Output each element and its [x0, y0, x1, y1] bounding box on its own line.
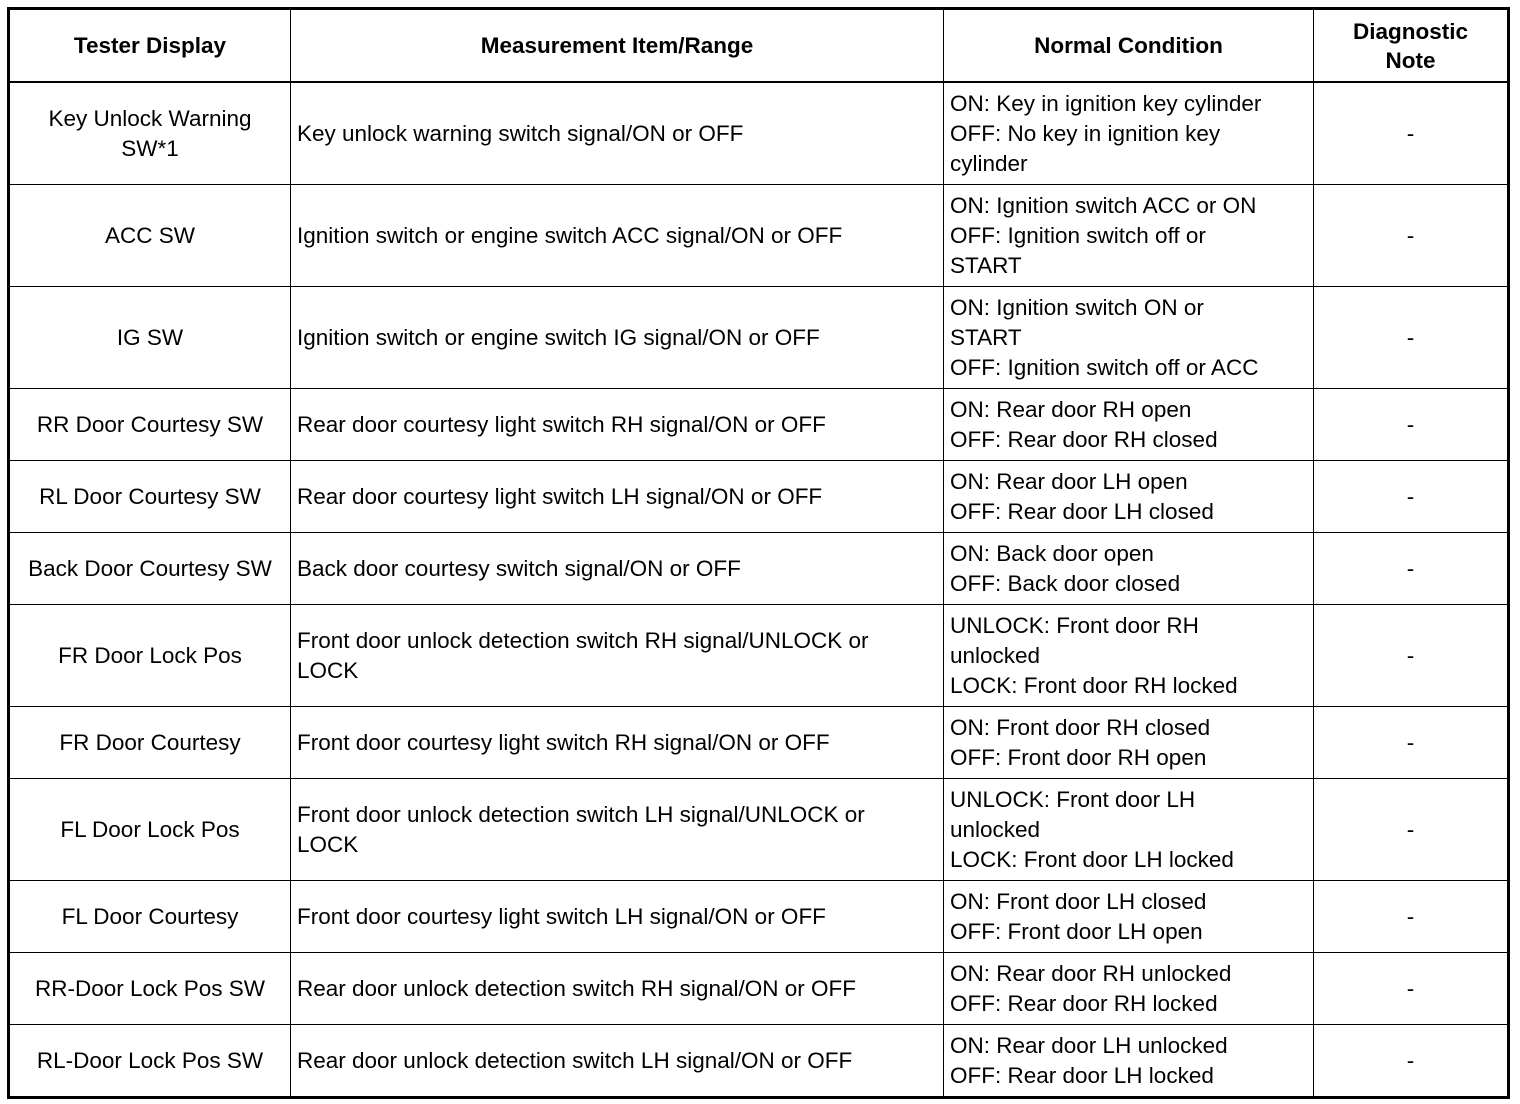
table-row — [9, 287, 1509, 389]
cell-tester-display — [9, 779, 291, 881]
measurement-line: Ignition switch or engine switch ACC signal/ON or OFF — [297, 222, 843, 248]
cell-normal-condition — [944, 953, 1314, 1025]
normal-condition-line: OFF: Ignition switch off or ACC — [950, 354, 1259, 380]
normal-condition-line: START — [950, 252, 1022, 278]
cell-measurement-item — [291, 1025, 944, 1098]
cell-tester-display — [9, 185, 291, 287]
measurement-line: Front door unlock detection switch RH signal/UNLOCK or — [297, 627, 869, 653]
cell-diagnostic-note: - — [1314, 287, 1509, 389]
cell-normal-condition — [944, 389, 1314, 461]
tester-display-line: Back Door Courtesy SW — [28, 555, 272, 581]
cell-tester-display — [9, 1025, 291, 1098]
table-row — [9, 185, 1509, 287]
normal-condition-line: ON: Rear door LH unlocked — [950, 1032, 1228, 1058]
cell-tester-display — [9, 605, 291, 707]
cell-measurement-item — [291, 185, 944, 287]
measurement-line: Rear door unlock detection switch RH signal/ON or OFF — [297, 975, 856, 1001]
cell-diagnostic-note: - — [1314, 461, 1509, 533]
normal-condition-line: OFF: Front door LH open — [950, 918, 1203, 944]
tester-display-line: FL Door Courtesy — [61, 903, 239, 929]
cell-tester-display — [9, 287, 291, 389]
cell-diagnostic-note: - — [1314, 389, 1509, 461]
header-normal-condition: Normal Condition — [944, 9, 1314, 83]
tester-display-line: FR Door Courtesy — [59, 729, 241, 755]
normal-condition-line: ON: Ignition switch ON or — [950, 294, 1204, 320]
tester-display-line: FL Door Lock Pos — [60, 816, 240, 842]
cell-measurement-item — [291, 533, 944, 605]
tester-display-line: RL-Door Lock Pos SW — [36, 1047, 264, 1073]
cell-normal-condition — [944, 533, 1314, 605]
normal-condition-line: LOCK: Front door RH locked — [950, 672, 1238, 698]
cell-diagnostic-note: - — [1314, 779, 1509, 881]
cell-tester-display — [9, 881, 291, 953]
cell-tester-display — [9, 389, 291, 461]
cell-measurement-item — [291, 82, 944, 185]
measurement-line: Front door courtesy light switch LH signal/ON or OFF — [297, 903, 826, 929]
normal-condition-line: ON: Front door RH closed — [950, 714, 1211, 740]
normal-condition-line: OFF: Ignition switch off or — [950, 222, 1206, 248]
table-row — [9, 389, 1509, 461]
measurement-line: Ignition switch or engine switch IG signal/ON or OFF — [297, 324, 820, 350]
table-row — [9, 1025, 1509, 1098]
normal-condition-line: OFF: Rear door RH locked — [950, 990, 1218, 1016]
cell-diagnostic-note: - — [1314, 185, 1509, 287]
table-row — [9, 953, 1509, 1025]
cell-normal-condition — [944, 1025, 1314, 1098]
cell-diagnostic-note: - — [1314, 1025, 1509, 1098]
cell-diagnostic-note: - — [1314, 605, 1509, 707]
cell-tester-display — [9, 707, 291, 779]
cell-normal-condition — [944, 605, 1314, 707]
tester-display-line: RL Door Courtesy SW — [39, 483, 261, 509]
cell-normal-condition — [944, 881, 1314, 953]
cell-normal-condition — [944, 779, 1314, 881]
cell-normal-condition — [944, 185, 1314, 287]
table-row — [9, 605, 1509, 707]
cell-measurement-item — [291, 707, 944, 779]
table-body — [9, 82, 1509, 1098]
normal-condition-line: START — [950, 324, 1022, 350]
table-header — [9, 9, 1509, 83]
cell-measurement-item — [291, 779, 944, 881]
table-row — [9, 707, 1509, 779]
normal-condition-line: OFF: Front door RH open — [950, 744, 1207, 770]
cell-measurement-item — [291, 953, 944, 1025]
measurement-line: Rear door courtesy light switch LH signal/ON or OFF — [297, 483, 823, 509]
cell-measurement-item — [291, 605, 944, 707]
data-list-table — [7, 7, 1510, 1099]
table-row — [9, 82, 1509, 185]
measurement-line: LOCK — [297, 831, 359, 857]
normal-condition-line: OFF: Rear door LH locked — [950, 1062, 1214, 1088]
normal-condition-line: unlocked — [950, 642, 1041, 668]
normal-condition-line: ON: Rear door RH unlocked — [950, 960, 1232, 986]
cell-tester-display — [9, 82, 291, 185]
measurement-line: Back door courtesy switch signal/ON or OFF — [297, 555, 741, 581]
table-row — [9, 779, 1509, 881]
normal-condition-line: ON: Key in ignition key cylinder — [950, 90, 1262, 116]
normal-condition-line: UNLOCK: Front door LH — [950, 786, 1196, 812]
measurement-line: Front door unlock detection switch LH signal/UNLOCK or — [297, 801, 865, 827]
tester-display-line: ACC SW — [105, 222, 195, 248]
normal-condition-line: cylinder — [950, 150, 1028, 176]
measurement-line: Key unlock warning switch signal/ON or OFF — [297, 120, 744, 146]
header-tester-display: Tester Display — [9, 9, 291, 83]
cell-normal-condition — [944, 461, 1314, 533]
header-note-line: Diagnostic — [1352, 18, 1469, 44]
table-row — [9, 533, 1509, 605]
cell-measurement-item — [291, 461, 944, 533]
normal-condition-line: OFF: Rear door LH closed — [950, 498, 1214, 524]
normal-condition-line: ON: Ignition switch ACC or ON — [950, 192, 1257, 218]
normal-condition-line: OFF: No key in ignition key — [950, 120, 1221, 146]
tester-display-line: RR-Door Lock Pos SW — [34, 975, 266, 1001]
normal-condition-line: OFF: Back door closed — [950, 570, 1181, 596]
normal-condition-line: OFF: Rear door RH closed — [950, 426, 1218, 452]
cell-diagnostic-note: - — [1314, 707, 1509, 779]
cell-normal-condition — [944, 707, 1314, 779]
table-row — [9, 881, 1509, 953]
tester-display-line: IG SW — [116, 324, 184, 350]
normal-condition-line: unlocked — [950, 816, 1041, 842]
header-measurement-item: Measurement Item/Range — [291, 9, 944, 83]
normal-condition-line: ON: Front door LH closed — [950, 888, 1207, 914]
cell-diagnostic-note: - — [1314, 881, 1509, 953]
header-diagnostic-note — [1314, 9, 1509, 83]
measurement-line: Front door courtesy light switch RH signal/ON or OFF — [297, 729, 830, 755]
cell-normal-condition — [944, 287, 1314, 389]
cell-diagnostic-note: - — [1314, 82, 1509, 185]
header-row — [9, 9, 1509, 83]
normal-condition-line: UNLOCK: Front door RH — [950, 612, 1199, 638]
cell-normal-condition — [944, 82, 1314, 185]
cell-measurement-item — [291, 881, 944, 953]
tester-display-line: Key Unlock Warning — [48, 105, 252, 131]
normal-condition-line: ON: Rear door LH open — [950, 468, 1188, 494]
cell-tester-display — [9, 953, 291, 1025]
cell-diagnostic-note: - — [1314, 953, 1509, 1025]
measurement-line: Rear door courtesy light switch RH signal/ON or OFF — [297, 411, 826, 437]
tester-display-line: FR Door Lock Pos — [58, 642, 242, 668]
normal-condition-line: ON: Rear door RH open — [950, 396, 1192, 422]
normal-condition-line: LOCK: Front door LH locked — [950, 846, 1234, 872]
cell-measurement-item — [291, 389, 944, 461]
cell-tester-display — [9, 533, 291, 605]
header-note-line: Note — [1385, 47, 1436, 73]
cell-tester-display — [9, 461, 291, 533]
cell-measurement-item — [291, 287, 944, 389]
tester-display-line: SW*1 — [121, 135, 179, 161]
tester-display-line: RR Door Courtesy SW — [36, 411, 264, 437]
cell-diagnostic-note: - — [1314, 533, 1509, 605]
table-row — [9, 461, 1509, 533]
measurement-line: Rear door unlock detection switch LH signal/ON or OFF — [297, 1047, 853, 1073]
document-page — [7, 7, 1507, 1099]
normal-condition-line: ON: Back door open — [950, 540, 1154, 566]
measurement-line: LOCK — [297, 657, 359, 683]
